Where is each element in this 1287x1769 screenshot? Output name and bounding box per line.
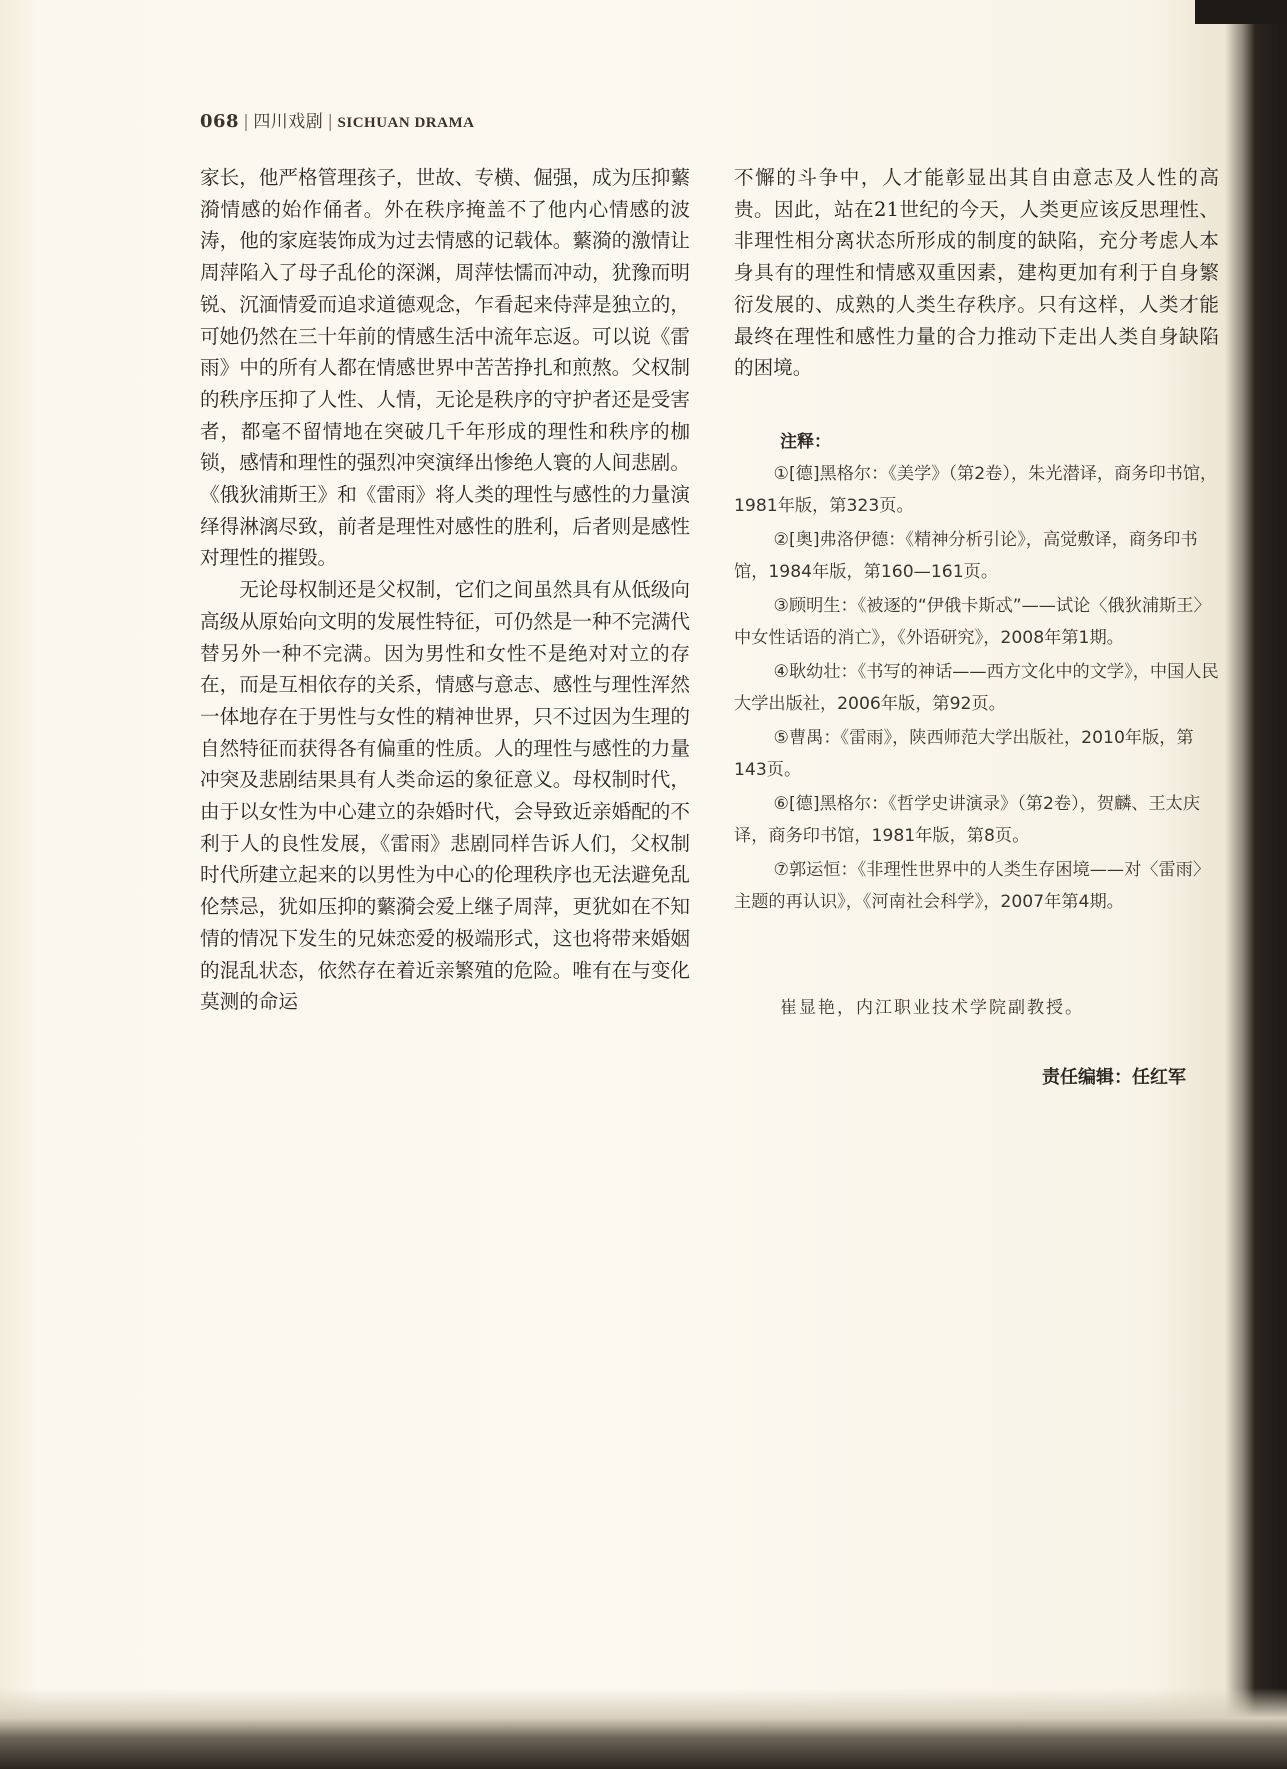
right-column	[734, 162, 1219, 384]
note-item: ①[德]黑格尔：《美学》（第2卷），朱光潜译，商务印书馆，1981年版，第323页。	[734, 464, 1218, 516]
notes-heading: 注释：	[780, 432, 831, 452]
body-paragraph-3: 不懈的斗争中，人才能彰显出其自由意志及人性的高贵。因此，站在21世纪的今天，人类更应该反思理性、非理性相分离状态所形成的制度的缺陷，充分考虑人本身具有的理性和情感双重因素，建构更加有利于自身繁衍发展的、成熟的人类生存秩序。只有这样，人类才能最终在理性和感性力量的合力推动下走出人类自身缺陷的困境。	[734, 166, 1219, 380]
body-paragraph-1: 家长，他严格管理孩子，世故、专横、倔强，成为压抑蘩漪情感的始作俑者。外在秩序掩盖不了他内心情感的波涛，他的家庭装饰成为过去情感的记载体。蘩漪的激情让周萍陷入了母子乱伦的深渊，周萍怯懦而冲动，犹豫而明锐、沉湎情爱而追求道德观念，乍看起来侍萍是独立的，可她仍然在三十年前的情感生活中流年忘返。可以说《雷雨》中的所有人都在情感世界中苦苦挣扎和煎熬。父权制的秩序压抑了人性、人情，无论是秩序的守护者还是受害者，都毫不留情地在突破几千年形成的理性和秩序的枷锁，感情和理性的强烈冲突演绎出惨绝人寰的人间悲剧。《俄狄浦斯王》和《雷雨》将人类的理性与感性的力量演绎得淋漓尽致，前者是理性对感性的胜利，后者则是感性对理性的摧毁。	[200, 166, 690, 570]
scan-edge-bottom	[0, 1688, 1287, 1769]
note-item: ⑦郭运恒：《非理性世界中的人类生存困境——对〈雷雨〉主题的再认识》，《河南社会科学》，2007年第4期。	[734, 860, 1211, 912]
page-number: 068	[200, 111, 240, 132]
note-item: ⑤曹禺：《雷雨》，陕西师范大学出版社，2010年版，第143页。	[734, 728, 1194, 780]
journal-name-cn: 四川戏剧	[253, 112, 324, 132]
responsible-editor: 责任编辑：任红军	[1042, 1067, 1186, 1088]
journal-name-en: SICHUAN DRAMA	[337, 115, 475, 131]
left-column	[200, 162, 690, 1018]
body-paragraph-2: 无论母权制还是父权制，它们之间虽然具有从低级向高级从原始向文明的发展性特征，可仍然是一种不完满代替另外一种不完满。因为男性和女性不是绝对对立的存在，而是互相依存的关系，情感与意志、感性与理性浑然一体地存在于男性与女性的精神世界，只不过因为生理的自然特征而获得各有偏重的性质。人的理性与感性的力量冲突及悲剧结果具有人类命运的象征意义。母权制时代，由于以女性为中心建立的杂婚时代，会导致近亲婚配的不利于人的良性发展，《雷雨》悲剧同样告诉人们，父权制时代所建立起来的以男性为中心的伦理秩序也无法避免乱伦禁忌，犹如压抑的蘩漪会爱上继子周萍，更犹如在不知情的情况下发生的兄妹恋爱的极端形式，这也将带来婚姻的混乱状态，依然存在着近亲繁殖的危险。唯有在与变化莫测的命运	[200, 578, 690, 1014]
note-item: ②[奥]弗洛伊德：《精神分析引论》，高觉敷译，商务印书馆，1984年版，第160—161页。	[734, 530, 1198, 582]
running-header: 068 | 四川戏剧 | SICHUAN DRAMA	[200, 111, 475, 132]
scan-edge-top	[1195, 0, 1287, 24]
note-item: ④耿幼壮：《书写的神话——西方文化中的文学》，中国人民大学出版社，2006年版，第92页。	[734, 662, 1219, 714]
note-item: ⑥[德]黑格尔：《哲学史讲演录》（第2卷），贺麟、王太庆译，商务印书馆，1981年版，第8页。	[734, 794, 1201, 846]
notes-list	[734, 459, 1219, 921]
binding-shadow	[1225, 0, 1287, 1769]
note-item: ③顾明生：《被逐的“伊俄卡斯忒”——试论〈俄狄浦斯王〉中女性话语的消亡》，《外语研究》，2008年第1期。	[734, 596, 1211, 648]
author-bio: 崔显艳，内江职业技术学院副教授。	[780, 998, 1084, 1018]
